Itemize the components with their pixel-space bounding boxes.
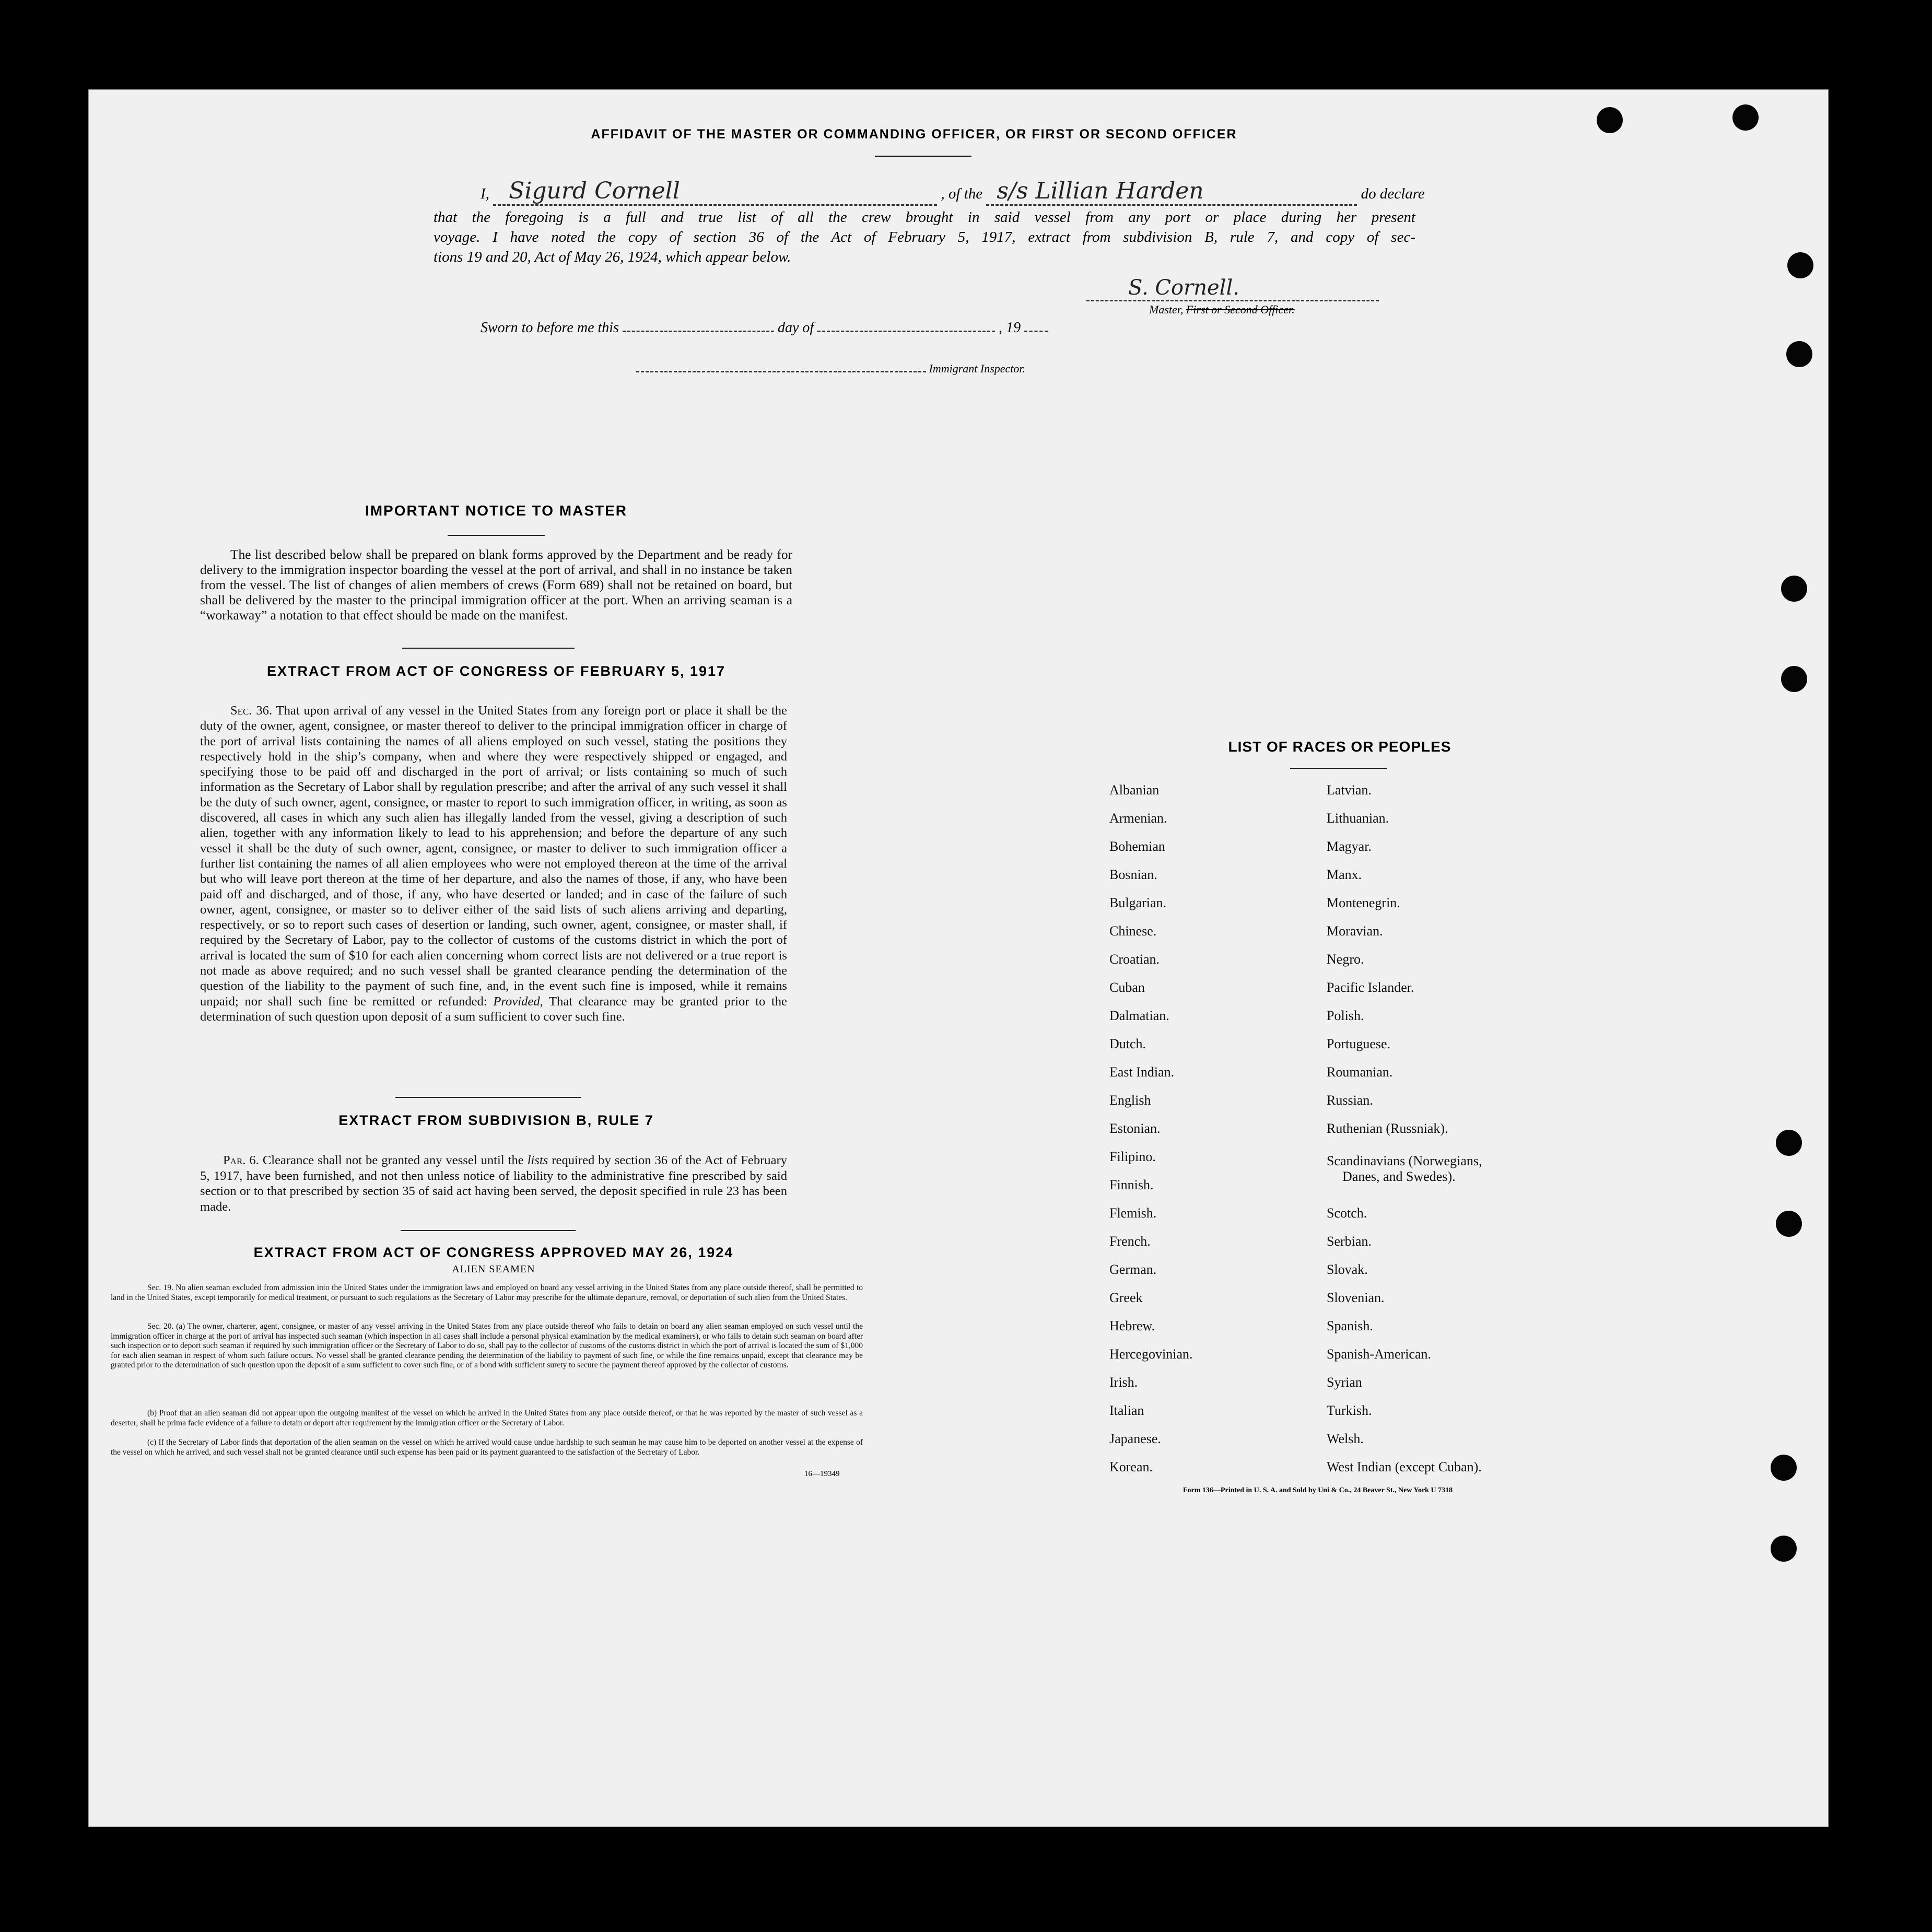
race-item: Flemish. [1109, 1205, 1157, 1221]
provided-word: Provided, [493, 994, 543, 1009]
inspector-line [636, 362, 1106, 376]
sworn-year-blank [1024, 331, 1048, 332]
race-item: Magyar. [1327, 839, 1372, 854]
race-item: Lithuanian. [1327, 811, 1389, 826]
inspector-signature-blank [636, 371, 926, 372]
race-item: Bohemian [1109, 839, 1165, 854]
sec-36-text-end: That clearance may be granted prior to the determination of such question upon deposit of a sum sufficient to cover such fine. [200, 994, 787, 1024]
binder-hole [1771, 1455, 1797, 1481]
binder-hole [1771, 1536, 1797, 1562]
extract-1924-sec-20a: Sec. 20. (a) The owner, charterer, agent, consignee, or master of any vessel arriving in the United States from any place outside thereof who fails to detain on board any alien seaman employed on such vessel until the immigration officer in charge at the port of arrival has inspected such seaman (which inspection in all cases shall include a personal physical examination by the medical examiners), or who fails to detain such seaman on board after such inspection or to deport such seaman if required by such immigration officer or the Secretary of Labor to do so, shall pay to the collector of customs of the customs district in which the port of arrival is located the sum of $1,000 for each alien seaman in respect of whom such failure occurs. No vessel shall be granted clearance pending the determination of the liability to payment of such fine, or while the fine remains unpaid, except that clearance may be granted prior to the determination of such question upon the deposit of a sum sufficient to cover such fine, or of a bond with sufficient surety to secure the payment thereof approved by the collector of customs. [111, 1322, 863, 1369]
of-the-label: , of the [941, 185, 983, 202]
race-item: English [1109, 1093, 1151, 1108]
par-6-label: Par. 6. [223, 1153, 259, 1167]
year-label: , 19 [999, 320, 1021, 336]
races-title: LIST OF RACES OR PEOPLES [1228, 739, 1451, 755]
struck-officer-label: First or Second Officer. [1186, 303, 1295, 316]
sec-36-text: That upon arrival of any vessel in the United States from any foreign port or place it shall be the duty of the owner, agent, consignee, or master thereof to deliver to the principal immigration officer in charge of the port of arrival lists containing the names of all aliens employed on such vessel, stating the positions they respectively hold in the ship’s company, when and where they were respectively shipped or engaged, and specifying those to be paid off and discharged in the port of arrival; or lists containing so much of such information as the Secretary of Labor shall by regulation prescribe; and after the arrival of any such vessel it shall be the duty of such owner, agent, consignee, or master to report to such immigration officer, in writing, as soon as discovered, all cases in which any such alien has illegally landed from the vessel, giving a description of such alien, together with any information likely to lead to his apprehension; and before the departure of any such vessel it shall be the duty of such owner, agent, consignee, or master to deliver to such immigration officer a further list containing the names of all alien employees who were not employed thereon at the time of the arrival but who will leave port thereon at the time of her departure, and also the names of those, if any, who have been paid off and discharged, and of those, if any, who have deserted or landed; and in case of the failure of such owner, agent, consignee, or master so to deliver either of the said lists of such aliens arriving and departing, respectively, or so to report such cases of desertion or landing, such owner, agent, consignee, or master shall, if required by the Secretary of Labor, pay to the collector of customs of the customs district in which the port of arrival is located the sum of $10 for each alien concerning whom correct lists are not delivered or a true report is not made as above required; and no such vessel shall be granted clearance pending the determination of the question of the liability to the payment of such fine, and, in the event such fine is imposed, while it remains unpaid; nor shall such fine be remitted or refunded: [200, 704, 787, 1009]
affidavit-line-2: that the foregoing is a full and true list of all the crew brought in said vessel from any port or place during her present [434, 209, 1415, 226]
signature-block [1086, 276, 1379, 323]
race-item: Armenian. [1109, 811, 1167, 826]
extract-1917-body [200, 703, 787, 1024]
race-item: Russian. [1327, 1093, 1373, 1108]
race-item: Japanese. [1109, 1431, 1161, 1446]
extract-1924-sec-20c: (c) If the Secretary of Labor finds that deportation of the alien seaman on the vessel on which he arrived would cause undue hardship to such seaman he may cause him to be deported on another vessel at the expense of the vessel on which he arrived, and such vessel shall not be granted clearance until such expense has been paid or its payment guaranteed to the satisfaction of the Secretary of Labor. [111, 1438, 863, 1457]
race-item: Pacific Islander. [1327, 980, 1414, 995]
binder-hole [1781, 666, 1807, 692]
race-item: Manx. [1327, 867, 1362, 882]
master-label: Master, [1149, 303, 1184, 316]
race-item: Filipino. [1109, 1149, 1156, 1164]
race-item: West Indian (except Cuban). [1327, 1459, 1482, 1474]
race-item: Bosnian. [1109, 867, 1157, 882]
binder-hole [1787, 252, 1813, 278]
lists-word: lists [527, 1153, 548, 1167]
races-rule [1290, 768, 1387, 769]
race-item: French. [1109, 1234, 1151, 1249]
race-item: Dalmatian. [1109, 1008, 1169, 1023]
race-item: Korean. [1109, 1459, 1153, 1474]
inspector-label: Immigrant Inspector. [929, 362, 1026, 375]
race-item: Italian [1109, 1403, 1144, 1418]
sworn-day-blank [623, 331, 774, 332]
par-6-text-b: required by section 36 of the Act of February 5, 1917, have been furnished, and not then unless notice of liability to the administrative fine prescribed by said section or to that prescribed by section 35 of said act having been served, the deposit specified in rule 23 has been made. [200, 1153, 787, 1214]
form-code: 16—19349 [804, 1470, 840, 1478]
binder-hole [1776, 1130, 1802, 1156]
handwritten-name: Sigurd Cornell [493, 178, 937, 206]
binder-hole [1732, 104, 1759, 131]
notice-rule [448, 535, 545, 536]
race-item: Spanish. [1327, 1318, 1373, 1333]
race-item: Roumanian. [1327, 1064, 1393, 1080]
race-item: Scandinavians (Norwegians, [1327, 1153, 1482, 1168]
sworn-line [481, 320, 1160, 336]
race-item: Latvian. [1327, 782, 1372, 798]
notice-title: IMPORTANT NOTICE TO MASTER [365, 502, 628, 519]
subdivision-title: EXTRACT FROM SUBDIVISION B, RULE 7 [338, 1113, 654, 1128]
extract-1917-title: EXTRACT FROM ACT OF CONGRESS OF FEBRUARY 5, 1917 [266, 663, 726, 679]
race-item: Greek [1109, 1290, 1143, 1305]
extract-1924-sec-19: Sec. 19. No alien seaman excluded from admission into the United States under the immigration laws and employed on board any vessel arriving in the United States from any place outside thereof, shall be permitted to land in the United States, except temporarily for medical treatment, or pursuant to such regulations as the Secretary of Labor may prescribe for the ultimate departure, removal, or deportation of such alien from the United States. [111, 1283, 863, 1302]
i-label: I, [481, 185, 489, 202]
day-of-label: day of [777, 320, 814, 336]
race-item: Dutch. [1109, 1036, 1146, 1051]
race-item: Welsh. [1327, 1431, 1364, 1446]
race-item: East Indian. [1109, 1064, 1175, 1080]
race-item: Negro. [1327, 952, 1364, 967]
subdivision-body [200, 1153, 787, 1214]
extract-1924-title: EXTRACT FROM ACT OF CONGRESS APPROVED MAY 26, 1924 [253, 1245, 734, 1260]
race-item: Ruthenian (Russniak). [1327, 1121, 1448, 1136]
affidavit-line-4: tions 19 and 20, Act of May 26, 1924, which appear below. [434, 249, 791, 265]
race-item: Scotch. [1327, 1205, 1367, 1221]
affidavit-title: AFFIDAVIT OF THE MASTER OR COMMANDING OFFICER, OR FIRST OR SECOND OFFICER [591, 127, 1237, 142]
race-item: Hercegovinian. [1109, 1346, 1193, 1362]
race-item: Bulgarian. [1109, 895, 1167, 910]
race-item: Syrian [1327, 1375, 1362, 1390]
declare-label: do declare [1361, 185, 1425, 202]
affidavit-line-1 [481, 178, 1425, 209]
race-item: Polish. [1327, 1008, 1364, 1023]
alien-seamen-subtitle: ALIEN SEAMEN [452, 1263, 535, 1275]
race-item: Spanish-American. [1327, 1346, 1432, 1362]
binder-hole [1597, 107, 1623, 133]
sworn-label: Sworn to before me this [481, 320, 619, 336]
race-item: Croatian. [1109, 952, 1160, 967]
printer-footer: Form 136—Printed in U. S. A. and Sold by Uni & Co., 24 Beaver St., New York U 7318 [1183, 1486, 1453, 1494]
race-item: Finnish. [1109, 1177, 1154, 1192]
master-signature: S. Cornell. [1086, 276, 1379, 301]
race-item: Turkish. [1327, 1403, 1372, 1418]
race-item: Estonian. [1109, 1121, 1161, 1136]
title-rule [875, 156, 971, 157]
race-item: Montenegrin. [1327, 895, 1400, 910]
extract-1924-sec-20b: (b) Proof that an alien seaman did not appear upon the outgoing manifest of the vessel on which he arrived in the United States from any place outside thereof, or that he was reported by the master of such vessel as a deserter, shall be prima facie evidence of a failure to detain or deport after requirement by the immigration officer or the Secretary of Labor. [111, 1409, 863, 1427]
race-item: Danes, and Swedes). [1342, 1169, 1456, 1184]
race-item: Albanian [1109, 782, 1160, 798]
race-item: Moravian. [1327, 923, 1383, 939]
signature-caption [1149, 303, 1295, 317]
race-item: Irish. [1109, 1375, 1138, 1390]
par-6-text-a: Clearance shall not be granted any vessel until the [262, 1153, 524, 1167]
notice-end-rule [402, 648, 575, 649]
race-item: German. [1109, 1262, 1157, 1277]
notice-body: The list described below shall be prepared on blank forms approved by the Department and be ready for delivery to the immigration inspector boarding the vessel at the port of arrival, and shall in no instance be taken from the vessel. The list of changes of alien members of crews (Form 689) shall not be retained on board, but shall be delivered by the master to the principal immigration officer at the port. When an arriving seaman is a “workaway” a notation to that effect should be made on the manifest. [200, 547, 792, 623]
extract-1917-end-rule [395, 1097, 581, 1098]
sec-36-label: Sec. 36. [230, 704, 273, 718]
race-item: Hebrew. [1109, 1318, 1155, 1333]
race-item: Slovak. [1327, 1262, 1368, 1277]
binder-hole [1776, 1211, 1802, 1237]
race-item: Portuguese. [1327, 1036, 1391, 1051]
affidavit-line-3: voyage. I have noted the copy of section 36 of the Act of February 5, 1917, extract from subdivision B, rule 7, and copy of sec- [434, 229, 1415, 245]
binder-hole [1781, 576, 1807, 602]
race-item: Serbian. [1327, 1234, 1372, 1249]
sworn-month-blank [817, 331, 995, 332]
binder-hole [1786, 341, 1812, 367]
race-item: Chinese. [1109, 923, 1157, 939]
race-item: Cuban [1109, 980, 1145, 995]
race-item: Slovenian. [1327, 1290, 1385, 1305]
handwritten-vessel: s/s Lillian Harden [986, 178, 1357, 206]
subdivision-end-rule [401, 1230, 576, 1231]
